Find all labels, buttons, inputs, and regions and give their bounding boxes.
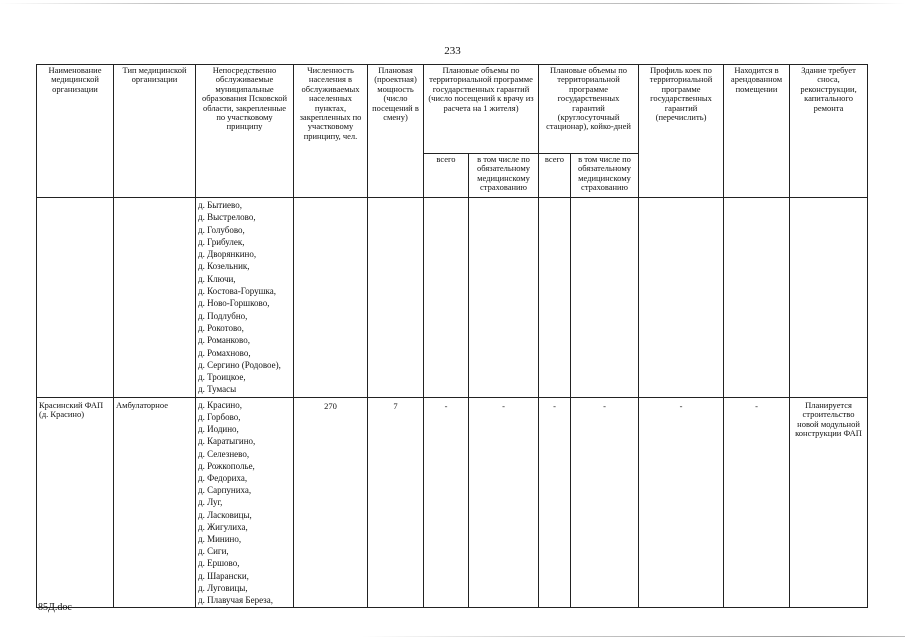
cell-inp-oms: - — [571, 397, 639, 607]
village-item: д. Выстрелово, — [198, 212, 256, 223]
village-item: д. Бытиево, — [198, 200, 242, 210]
village-item: д. Шарански, — [198, 570, 249, 581]
header-repair: Здание требует сноса, реконструкции, капитального ремонта — [790, 65, 868, 198]
village-item: д. Красино, — [198, 399, 242, 410]
village-item: д. Минино, — [198, 533, 242, 544]
village-item: д. Жигулиха, — [198, 521, 248, 532]
village-item: д. Троицкое, — [198, 372, 246, 383]
village-item: д. Рожкополье, — [198, 460, 255, 471]
cell-inp-oms — [571, 198, 639, 398]
header-inpatient: Плановые объемы по территориальной программе государственных гарантий (круглосуточный стационар), койко-дней — [539, 65, 639, 154]
village-item: д. Плавучая Береза, — [198, 595, 273, 605]
scan-artifact-bottom — [0, 636, 905, 637]
village-item: д. Сарпуниха, — [198, 485, 252, 496]
cell-amb-oms — [469, 198, 539, 398]
village-item: д. Романково, — [198, 335, 250, 346]
cell-repair — [790, 198, 868, 398]
header-population: Численность населения в обслуживаемых населенных пунктах, закрепленных по участковому принципу, чел. — [294, 65, 368, 198]
village-item: д. Голубово, — [198, 224, 245, 235]
cell-type: Амбулаторное — [114, 397, 196, 607]
village-item: д. Иодино, — [198, 424, 239, 435]
cell-capacity: 7 — [368, 397, 424, 607]
cell-leased — [724, 198, 790, 398]
cell-beds — [639, 198, 724, 398]
cell-capacity — [368, 198, 424, 398]
header-capacity: Плановая (проектная) мощность (число посещений в смену) — [368, 65, 424, 198]
cell-villages — [196, 397, 294, 607]
village-item: д. Костова-Горушка, — [198, 286, 276, 297]
cell-beds: - — [639, 397, 724, 607]
village-item: д. Луговицы, — [198, 582, 248, 593]
facilities-table — [36, 64, 868, 608]
village-item: д. Ново-Горшково, — [198, 298, 270, 309]
village-item: д. Тумасы — [198, 384, 237, 395]
cell-type — [114, 198, 196, 398]
subheader-amb-total: всего — [424, 154, 469, 198]
header-beds: Профиль коек по территориальной программе государственных гарантий (перечислить) — [639, 65, 724, 198]
subheader-amb-oms: в том числе по обязательному медицинскому страхованию — [469, 154, 539, 198]
cell-amb-oms: - — [469, 397, 539, 607]
scan-artifact-top — [0, 3, 905, 4]
subheader-inp-oms: в том числе по обязательному медицинскому страхованию — [571, 154, 639, 198]
cell-leased: - — [724, 397, 790, 607]
village-item: д. Дворянкино, — [198, 249, 257, 260]
village-item: д. Каратыгино, — [198, 436, 256, 447]
cell-inp-total — [539, 198, 571, 398]
header-name: Наименование медицинской организации — [37, 65, 114, 198]
cell-population — [294, 198, 368, 398]
village-item: д. Горбово, — [198, 411, 241, 422]
cell-name: Красинский ФАП (д. Красино) — [37, 397, 114, 607]
cell-name — [37, 198, 114, 398]
village-item: д. Рокотово, — [198, 322, 244, 333]
header-territories: Непосредственно обслуживаемые муниципальные образования Псковской области, закрепленные по участковому принципу — [196, 65, 294, 198]
village-item: д. Ласковицы, — [198, 509, 252, 520]
village-item: д. Луг, — [198, 497, 223, 508]
header-leased: Находится в арендованном помещении — [724, 65, 790, 198]
cell-repair: Планируется строительство новой модульной конструкции ФАП — [790, 397, 868, 607]
village-item: д. Федориха, — [198, 472, 248, 483]
table-row — [37, 397, 868, 607]
table-row — [37, 198, 868, 398]
cell-villages — [196, 198, 294, 398]
cell-population: 270 — [294, 397, 368, 607]
page-number: 233 — [444, 45, 461, 57]
village-item: д. Селезнево, — [198, 448, 250, 459]
village-item: д. Сиги, — [198, 546, 229, 557]
cell-amb-total: - — [424, 397, 469, 607]
header-type: Тип медицинской организации — [114, 65, 196, 198]
village-item: д. Сергино (Родовое), — [198, 359, 281, 370]
village-item: д. Козельник, — [198, 261, 250, 272]
village-item: д. Грибулек, — [198, 236, 245, 247]
cell-inp-total: - — [539, 397, 571, 607]
village-item: д. Ершово, — [198, 558, 240, 569]
cell-amb-total — [424, 198, 469, 398]
header-ambulatory: Плановые объемы по территориальной программе государственных гарантий (число посещений к врачу из расчета на 1 жителя) — [424, 65, 539, 154]
village-item: д. Ключи, — [198, 273, 236, 284]
village-item: д. Подлубно, — [198, 310, 248, 321]
footer-filename: 85Д.doc — [38, 602, 72, 613]
village-item: д. Ромахново, — [198, 347, 251, 358]
header-row — [37, 65, 868, 154]
subheader-inp-total: всего — [539, 154, 571, 198]
